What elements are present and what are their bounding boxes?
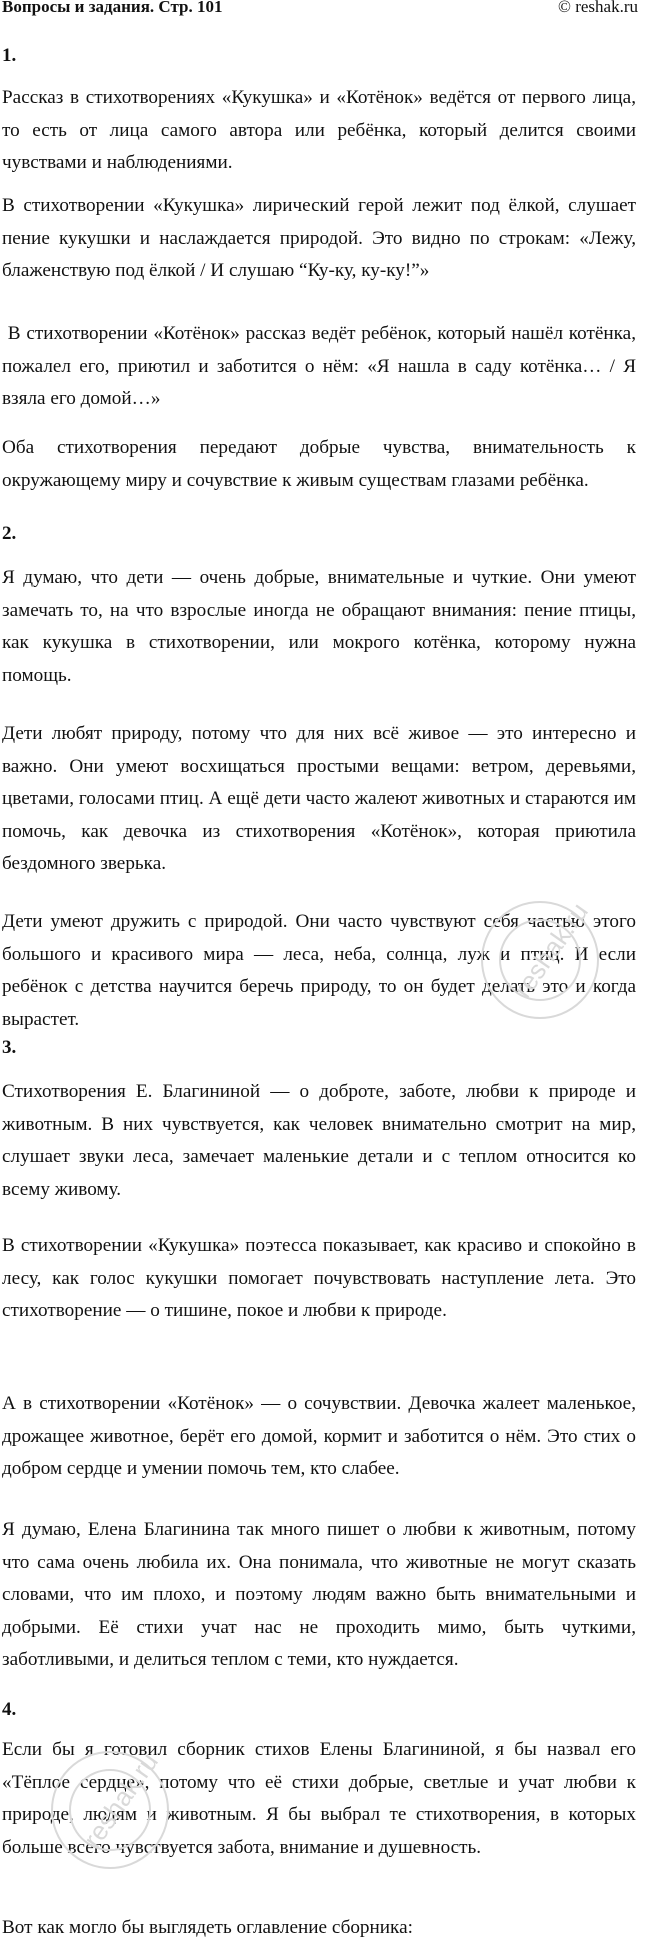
svg-text:reshak.ru: reshak.ru bbox=[507, 897, 594, 1004]
paragraph: Стихотворения Е. Благининой — о доброте, заботе, любви к природе и животным. В них чувствуется, как человек внимательно смотрит на мир, слушает звуки леса, замечает маленькие детали и с теплом относится ко всему живому. bbox=[2, 1081, 636, 1200]
paragraph: Дети любят природу, потому что для них всё живое — это интересно и важно. Они умеют восхищаться простыми вещами: ветром, деревьями, цветами, голосами птиц. А ещё дети часто жалеют животных и стараются им помочь, как девочка из стихотворения «Котёнок», которая приютила бездомного зверька. bbox=[2, 723, 636, 874]
page-header bbox=[0, 0, 640, 20]
site-credit: © reshak.ru bbox=[558, 0, 638, 16]
paragraph: В стихотворении «Кукушка» лирический герой лежит под ёлкой, слушает пение кукушки и наслаждается природой. Это видно по строкам: «Лежу, блаженствую под ёлкой / И слушаю “Ку-ку, ку-ку!”» bbox=[2, 195, 636, 281]
paragraph: Рассказ в стихотворениях «Кукушка» и «Котёнок» ведётся от первого лица, то есть от лица самого автора или ребёнка, который делится своими чувствами и наблюдениями. bbox=[2, 87, 636, 173]
paragraph: Вот как могло бы выглядеть оглавление сборника: bbox=[2, 1917, 413, 1938]
section-number: 3. bbox=[2, 1037, 17, 1058]
section-number: 2. bbox=[2, 523, 17, 544]
paragraph: Я думаю, Елена Благинина так много пишет о любви к животным, потому что сама очень любила их. Она понимала, что животные не могут сказать словами, что им плохо, и поэтому людям важно быть внимательными и добрыми. Её стихи учат нас не проходить мимо, быть чуткими, заботливыми, и делиться теплом с теми, кто нуждается. bbox=[2, 1519, 636, 1670]
section-number: 4. bbox=[2, 1699, 17, 1720]
paragraph: Дети умеют дружить с природой. Они часто чувствуют себя частью этого большого и красивого мира — леса, неба, солнца, луж и птиц. И если ребёнок с детства научится беречь природу, то он будет делать это и когда вырастет. bbox=[2, 911, 636, 1030]
paragraph: Оба стихотворения передают добрые чувства, внимательность к окружающему миру и сочувствие к живым существам глазами ребёнка. bbox=[2, 437, 636, 491]
svg-text:reshak.ru: reshak.ru bbox=[77, 1747, 164, 1854]
paragraph: В стихотворении «Кукушка» поэтесса показывает, как красиво и спокойно в лесу, как голос кукушки помогает почувствовать наступление лета. Это стихотворение — о тишине, покое и любви к природе. bbox=[2, 1235, 636, 1321]
paragraph: В стихотворении «Котёнок» рассказ ведёт ребёнок, который нашёл котёнка, пожалел его, приютил и заботится о нём: «Я нашла в саду котёнка… / Я взяла его домой…» bbox=[2, 323, 641, 409]
page-title: Вопросы и задания. Стр. 101 bbox=[2, 0, 223, 16]
paragraph: Если бы я готовил сборник стихов Елены Благининой, я бы назвал его «Тёплое сердце», потому что её стихи добрые, светлые и учат любви к природе, людям и животным. Я бы выбрал те стихотворения, в которых больше всего чувствуется забота, внимание и душевность. bbox=[2, 1739, 636, 1858]
paragraph: Я думаю, что дети — очень добрые, внимательные и чуткие. Они умеют замечать то, на что взрослые иногда не обращают внимания: пение птицы, как кукушка в стихотворении, или мокрого котёнка, которому нужна помощь. bbox=[2, 567, 636, 686]
section-number: 1. bbox=[2, 45, 17, 66]
paragraph: А в стихотворении «Котёнок» — о сочувствии. Девочка жалеет маленькое, дрожащее животное, берёт его домой, кормит и заботится о нём. Это стих о добром сердце и умении помочь тем, кто слабее. bbox=[2, 1393, 636, 1479]
